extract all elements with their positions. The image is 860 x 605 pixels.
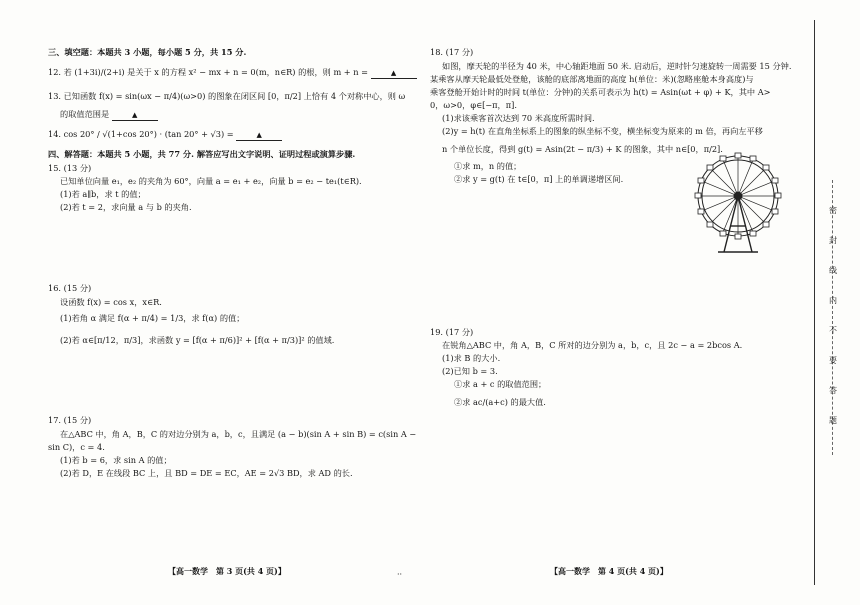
question-12-text: 12. 若 (1+3i)/(2+i) 是关于 x 的方程 x² − mx + n = 0(m，n∈R) 的根，则 m + n = [48,67,369,77]
question-16-title: 16. (15 分) [48,283,92,293]
section-solution-header: 四、解答题：本题共 5 小题，共 77 分. 解答应写出文字说明、证明过程或演算步骤. [48,149,356,159]
question-18-stem-line2: 某乘客从摩天轮最低处登舱，该舱的底部离地面的高度 h(单位：米)(忽略座舱本身高度)与 [430,74,754,84]
question-13-line2 [60,108,158,121]
question-17-part1: (1)若 b = 6，求 sin A 的值； [60,455,172,465]
question-18-title: 18. (17 分) [430,47,474,57]
question-15-part2: (2)若 t = 2，求向量 a 与 b 的夹角. [60,202,192,212]
answer-blank-12: ▲ [371,68,417,79]
question-18-subpart-b: ②求 y = g(t) 在 t∈[0，π] 上的单调递增区间. [454,174,624,184]
question-19-stem: 在锐角△ABC 中，角 A，B，C 所对的边分别为 a，b，c，且 2c − a = 2bcos A. [442,340,743,350]
question-14 [48,128,282,141]
question-15-title: 15. (13 分) [48,163,92,173]
seal-char: 密 [829,206,837,215]
exam-page-4 [430,0,802,605]
seal-dashed-line [832,180,833,455]
question-12 [48,66,417,79]
question-13-text: 的取值范围是 [60,109,110,119]
question-19-part2: (2)已知 b = 3. [442,366,498,376]
seal-char: 要 [829,356,837,365]
ferris-wheel-figure [688,148,788,256]
question-13-line1: 13. 已知函数 f(x) = sin(ωx − π/4)(ω>0) 的图象在闭区间 [0，π/2] 上恰有 4 个对称中心，则 ω [48,91,406,101]
question-16-stem: 设函数 f(x) = cos x，x∈R. [60,297,162,307]
page-center-mark: ·· [397,570,403,579]
question-19-title: 19. (17 分) [430,327,474,337]
question-18-subpart-a: ①求 m，n 的值； [454,161,522,171]
question-16-part1: (1)若角 α 满足 f(α + π/4) = 1/3，求 f(α) 的值； [60,313,245,323]
question-18-stem-line3: 乘客登舱开始计时的时间 t(单位：分钟)的关系可表示为 h(t) = Asin(ωt + φ) + K，其中 A> [430,87,771,97]
question-17-title: 17. (15 分) [48,415,92,425]
question-18-part2-line1: (2)y = h(t) 在直角坐标系上的图象的纵坐标不变，横坐标变为原来的 m 倍，再向左平移 [442,126,763,136]
section-fill-in-header: 三、填空题：本题共 3 小题，每小题 5 分，共 15 分. [48,47,247,57]
binding-margin-strip [802,0,860,605]
question-19-subpart-a: ①求 a + c 的取值范围； [454,379,547,389]
page-3-footer: 【高一数学 第 3 页(共 4 页)】 [168,566,286,576]
question-18-part1: (1)求该乘客首次达到 70 米高度所需时间. [442,113,595,123]
question-17-stem-line1: 在△ABC 中，角 A，B，C 的对边分别为 a，b，c，且满足 (a − b)(sin A + sin B) = c(sin A − [60,429,417,439]
seal-char: 内 [829,296,837,305]
question-18-part2-line2: n 个单位长度，得到 g(t) = Asin(2t − π/3) + K 的图象，其中 n∈[0，π/2]. [442,144,723,154]
seal-char: 题 [829,416,837,425]
seal-char: 封 [829,236,837,245]
binding-line [814,20,815,585]
question-18-stem-line1: 如图，摩天轮的半径为 40 米，中心轴距地面 50 米. 启动后，逆时针匀速旋转一周需要 15 分钟. [442,61,792,71]
answer-blank-14: ▲ [236,130,282,141]
seal-char: 答 [829,386,837,395]
question-17-part2: (2)若 D，E 在线段 BC 上，且 BD = DE = EC，AE = 2√3 BD，求 AD 的长. [60,468,353,478]
seal-char: 不 [829,326,837,335]
answer-blank-13: ▲ [112,110,158,121]
question-17-stem-line2: sin C)，c = 4. [48,442,105,452]
page-4-footer: 【高一数学 第 4 页(共 4 页)】 [550,566,668,576]
question-19-subpart-b: ②求 ac/(a+c) 的最大值. [454,397,546,407]
seal-char: 线 [829,266,837,275]
question-14-text: 14. cos 20° / √(1+cos 20°) · (tan 20° + √3) = [48,129,234,139]
question-18-stem-line4: 0，ω>0，φ∈[−π，π]. [430,100,517,110]
question-15-stem: 已知单位向量 e₁，e₂ 的夹角为 60°，向量 a = e₁ + e₂，向量 b = e₂ − te₁(t∈R). [60,176,362,186]
question-15-part1: (1)若 a∥b，求 t 的值； [60,189,146,199]
question-16-part2: (2)若 α∈[π/12，π/3]，求函数 y = [f(α + π/6)]² + [f(α + π/3)]² 的值域. [60,335,335,345]
question-19-part1: (1)求 B 的大小. [442,353,501,363]
